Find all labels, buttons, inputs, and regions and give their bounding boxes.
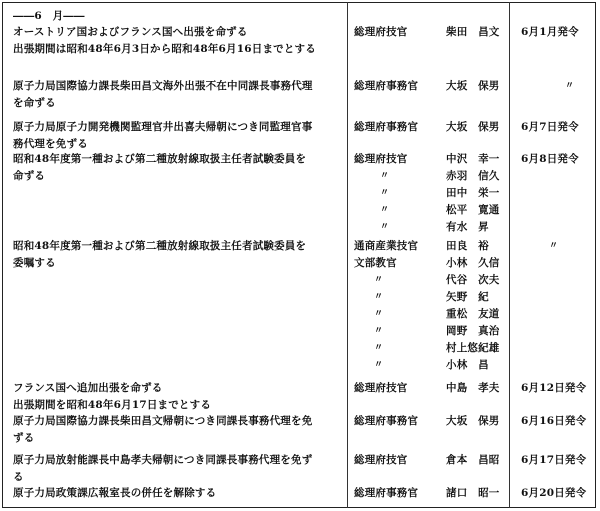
post-title: 総理府技官: [354, 153, 408, 165]
ditto-mark: 〃: [549, 241, 559, 251]
column-divider: [509, 2, 510, 508]
person-name: 大坂 保男: [446, 415, 500, 427]
entry-description: 原子力局原子力開発機関監理官井出喜夫帰朝につき同監理官事 務代理を免ずる: [13, 121, 313, 150]
person-name: 岡野 真治: [446, 325, 500, 337]
issue-date: 6月16日発令: [521, 415, 587, 427]
entry-description: オーストリア国およびフランス国へ出張を命ずる 出張期間は昭和48年6月3日から昭和48年6月16日までとする: [13, 26, 316, 55]
person-name: 田良 裕: [446, 240, 489, 252]
post-title: 総理府技官: [354, 382, 408, 394]
entry-description: 昭和48年度第一種および第二種放射線取扱主任者試験委員を 委嘱する: [13, 240, 307, 269]
ditto-mark: 〃: [565, 81, 575, 91]
post-title: 総理府事務官: [354, 121, 419, 133]
entry-description: フランス国へ追加出張を命ずる 出張期間を昭和48年6月17日までとする: [13, 382, 212, 411]
ditto-mark: 〃: [374, 326, 384, 336]
ditto-mark: 〃: [380, 171, 390, 181]
issue-date: 6月20日発令: [521, 487, 587, 499]
post-title: 総理府技官: [354, 26, 408, 38]
issue-date: 6月12日発令: [521, 382, 587, 394]
person-name: 田中 栄一: [446, 187, 500, 199]
person-name: 矢野 紀: [446, 291, 489, 303]
entry-description: 原子力局放射能課長中島孝夫帰朝につき同課長事務代理を免ず る: [13, 454, 313, 483]
ditto-mark: 〃: [374, 343, 384, 353]
ditto-mark: 〃: [374, 360, 384, 370]
month-header: ――6 月――: [13, 10, 85, 22]
person-name: 代谷 次夫: [446, 274, 500, 286]
person-name: 中島 孝夫: [446, 382, 500, 394]
person-name: 小林 久信: [446, 257, 500, 269]
person-name: 大坂 保男: [446, 121, 500, 133]
post-title: 文部教官: [354, 257, 397, 269]
person-name: 有水 昇: [446, 221, 489, 233]
entry-description: 昭和48年度第一種および第二種放射線取扱主任者試験委員を 命ずる: [13, 153, 307, 182]
ditto-mark: 〃: [374, 275, 384, 285]
person-name: 村上悠紀雄: [446, 342, 500, 354]
ditto-mark: 〃: [374, 309, 384, 319]
entry-description: 原子力局国際協力課長柴田昌文帰朝につき同課長事務代理を免 ずる: [13, 415, 313, 444]
person-name: 重松 友道: [446, 308, 500, 320]
post-title: 総理府事務官: [354, 415, 419, 427]
person-name: 松平 寛通: [446, 204, 500, 216]
entry-description: 原子力局国際協力課長柴田昌文海外出張不在中同課長事務代理 を命ずる: [13, 80, 313, 109]
issue-date: 6月7日発令: [521, 121, 579, 133]
person-name: 倉本 昌昭: [446, 454, 500, 466]
post-title: 総理府事務官: [354, 80, 419, 92]
ditto-mark: 〃: [380, 205, 390, 215]
person-name: 柴田 昌文: [446, 26, 500, 38]
post-title: 総理府事務官: [354, 487, 419, 499]
person-name: 赤羽 信久: [446, 170, 500, 182]
post-title: 通商産業技官: [354, 240, 419, 252]
entry-description: 原子力局政策課広報室長の併任を解除する: [13, 487, 217, 499]
post-title: 総理府技官: [354, 454, 408, 466]
ditto-mark: 〃: [380, 188, 390, 198]
person-name: 諸口 昭一: [446, 487, 500, 499]
column-divider: [347, 2, 348, 508]
person-name: 小林 昌: [446, 359, 489, 371]
person-name: 中沢 幸一: [446, 153, 500, 165]
issue-date: 6月17日発令: [521, 454, 587, 466]
person-name: 大坂 保男: [446, 80, 500, 92]
issue-date: 6月8日発令: [521, 153, 579, 165]
issue-date: 6月1月発令: [521, 26, 579, 38]
ditto-mark: 〃: [374, 292, 384, 302]
ditto-mark: 〃: [380, 222, 390, 232]
